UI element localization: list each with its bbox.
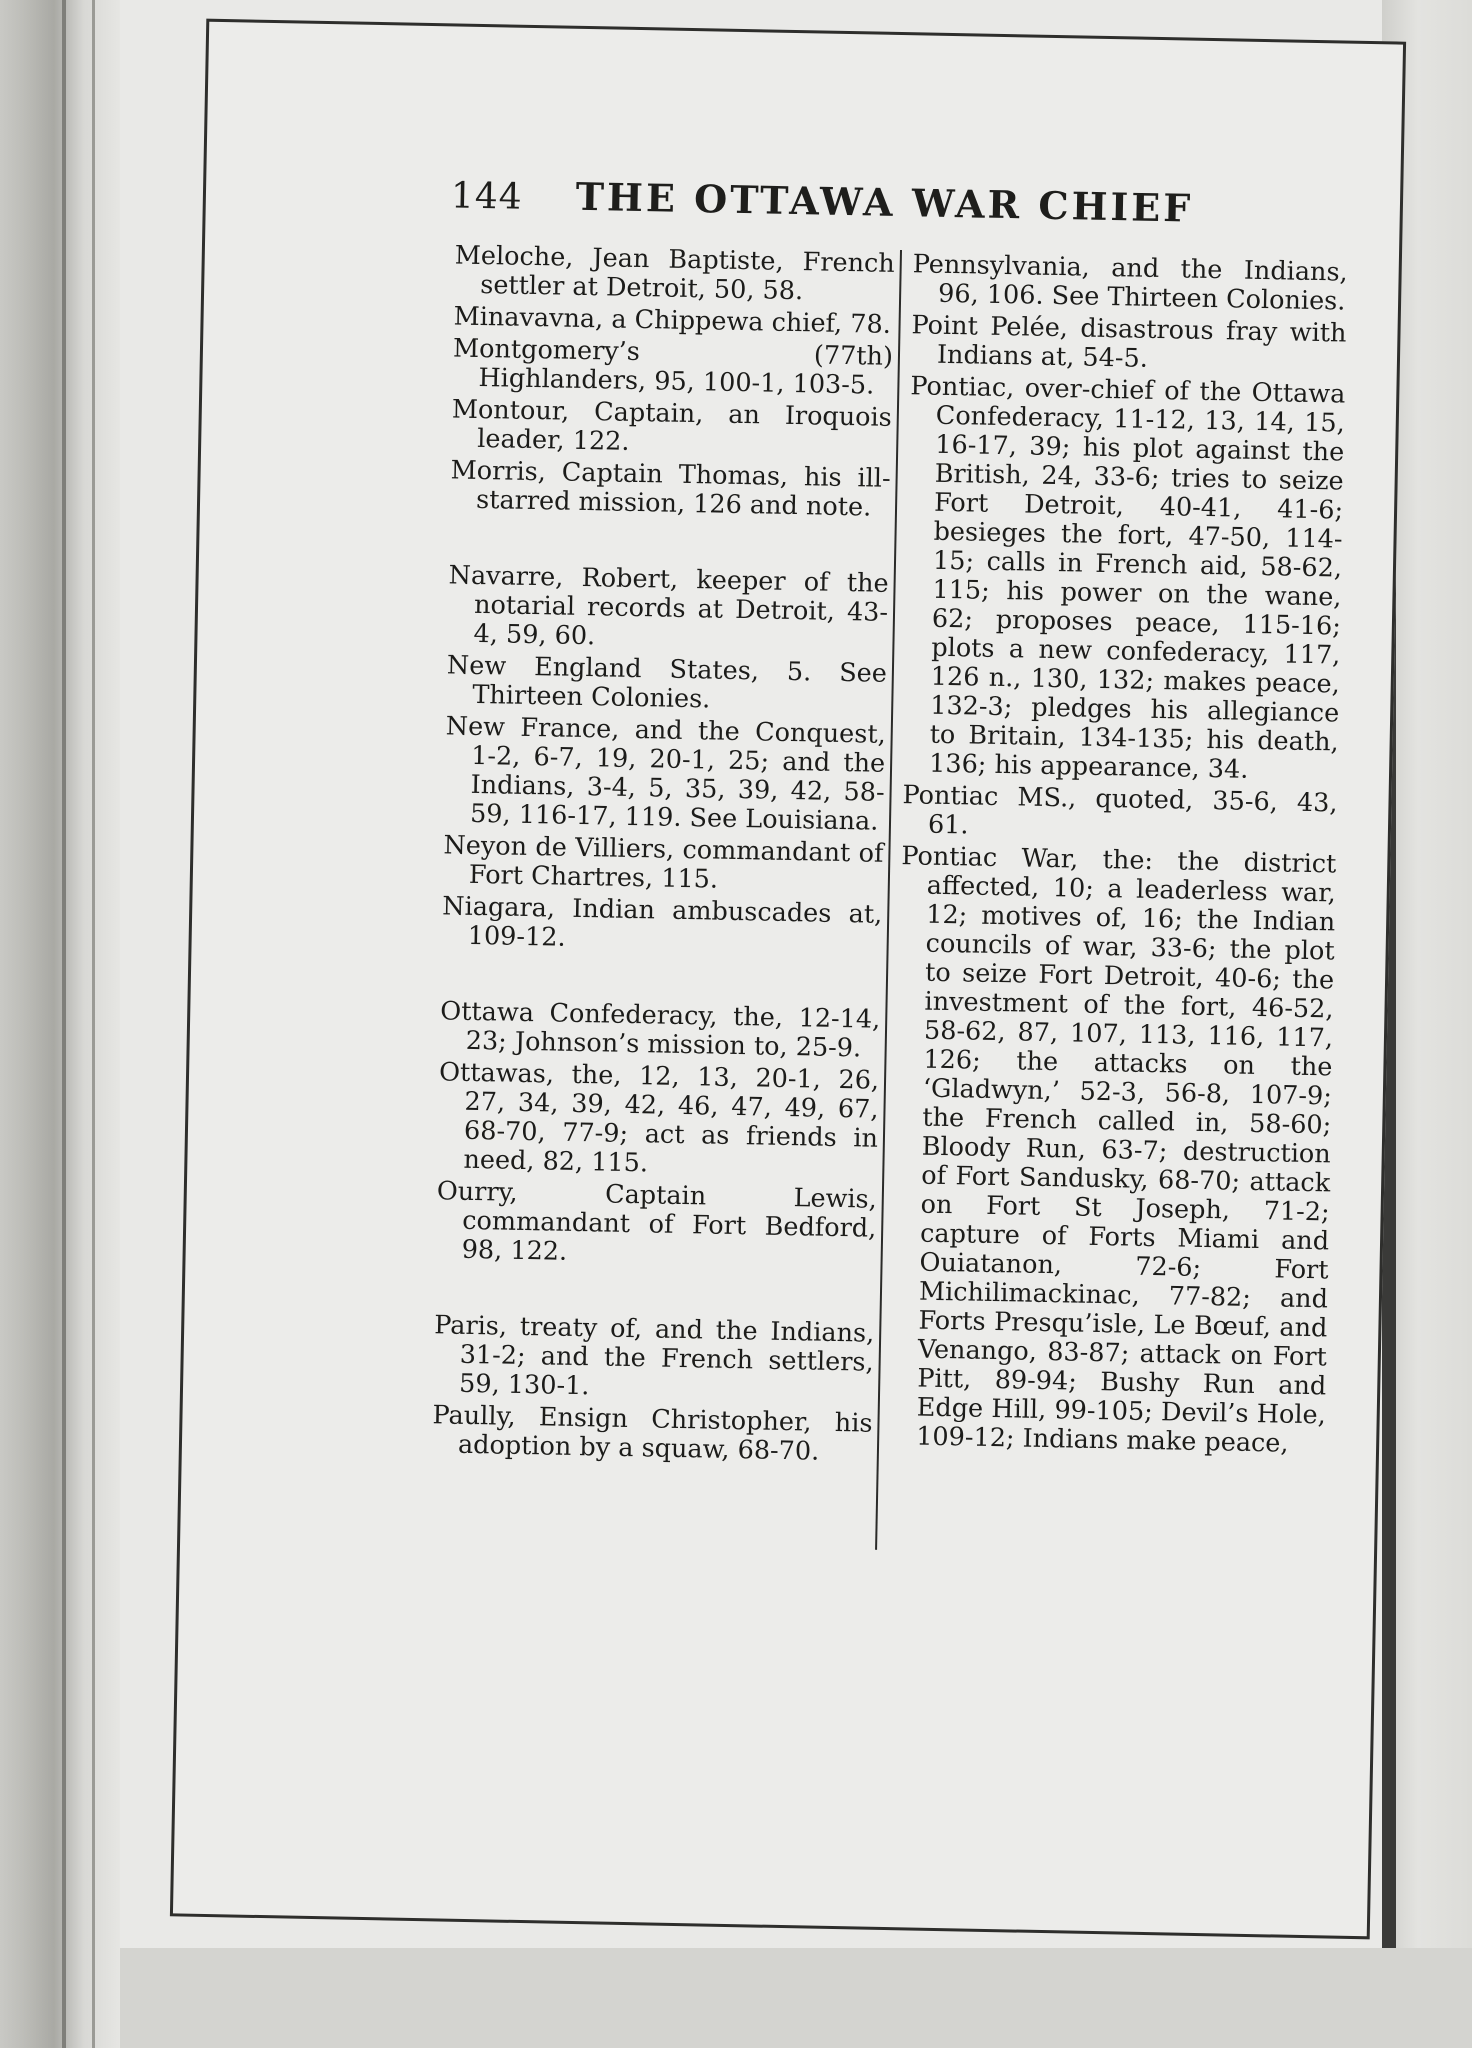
index-entry-morris: Morris, Captain Thomas, his ill-starred mission, 126 and note. <box>450 455 891 523</box>
index-entry-montgomerys-highlanders: Montgomery’s (77th) Highlanders, 95, 100-1, 103-5. <box>452 333 894 401</box>
index-entry-ottawa-confederacy: Ottawa Confederacy, the, 12-14, 23; Johnson’s mission to, 25-9. <box>440 996 881 1064</box>
index-entry-paully: Paully, Ensign Christopher, his adoption by a squaw, 68-70. <box>432 1400 873 1467</box>
scan-bottom-margin <box>120 1948 1472 2048</box>
running-head <box>451 171 1212 231</box>
index-entry-pennsylvania: Pennsylvania, and the Indians, 96, 106. See Thirteen Colonies. <box>912 249 1348 317</box>
index-entry-niagara: Niagara, Indian ambuscades at, 109-12. <box>442 891 883 953</box>
index-entry-ottawas: Ottawas, the, 12, 13, 20-1, 26, 27, 34, 39, 42, 46, 47, 49, 67, 68-70, 77-9; act as friends in need, 82, 115. <box>438 1057 880 1179</box>
index-entry-paris-treaty: Paris, treaty of, and the Indians, 31-2; and the French settlers, 59, 130-1. <box>433 1310 875 1402</box>
index-entry-meloche: Meloche, Jean Baptiste, French settler at Detroit, 50, 58. <box>454 240 896 307</box>
index-entry-minavavna: Minavavna, a Chippewa chief, 78. <box>453 301 892 340</box>
index-column-left <box>432 241 895 1470</box>
index-entry-navarre: Navarre, Robert, keeper of the notarial records at Detroit, 43-4, 59, 60. <box>448 560 889 652</box>
index-entry-pontiac: Pontiac, over-chief of the Ottawa Confederacy, 11-12, 13, 14, 15, 16-17, 39; his plot against the British, 24, 33-6; tries to seize Fort Detroit, 40-41, 41-6; besieges the fort, 47-50, 114-15; calls in French aid, 58-62, 115; his power on the wane, 62; proposes peace, 115-16; plots a new confederacy, 117, 126 n., 130, 132; makes peace, 132-3; pledges his allegiance to Britain, 134-135; his death, 136; his appearance, 34. <box>910 371 1346 785</box>
spine-line <box>62 0 66 2048</box>
index-entry-montour: Montour, Captain, an Iroquois leader, 122. <box>451 394 893 457</box>
index-entry-neyon-de-villiers: Neyon de Villiers, commandant of Fort Chartres, 115. <box>443 830 884 895</box>
index-entry-pontiac-ms: Pontiac MS., quoted, 35-6, 43, 61. <box>902 780 1338 841</box>
index-column-right <box>890 250 1348 1462</box>
index-entry-ourry: Ourry, Captain Lewis, commandant of Fort Bedford, 98, 122. <box>436 1176 878 1267</box>
index-entry-new-england-states: New England States, 5. See Thirteen Colonies. <box>446 650 888 715</box>
spine-line <box>92 0 95 2048</box>
running-title: THE OTTAWA WAR CHIEF <box>575 173 1194 231</box>
index-entry-pontiac-war: Pontiac War, the: the district affected, 10; a leaderless war, 12; motives of, 16; the Indian councils of war, 33-6; the plot to seize Fort Detroit, 40-6; the investment of the fort, 46-52, 58-62, 87, 107, 113, 116, 117, 126; the attacks on the ‘Gladwyn,’ 52-3, 56-8, 107-9; the French called in, 58-60; Bloody Run, 63-7; destruction of Fort Sandusky, 68-70; attack on Fort St Joseph, 71-2; capture of Forts Miami and Ouiatanon, 72-6; Fort Michilimackinac, 77-82; and Forts Presqu’isle, Le Bœuf, and Venango, 83-87; attack on Fort Pitt, 89-94; Bushy Run and Edge Hill, 99-105; Devil’s Hole, 109-12; Indians make peace, <box>901 841 1337 1459</box>
index-entry-point-pelee: Point Pelée, disastrous fray with Indians at, 54-5. <box>911 310 1347 374</box>
page-number: 144 <box>450 175 524 218</box>
index-entry-new-france: New France, and the Conquest, 1-2, 6-7, 19, 20-1, 25; and the Indians, 3-4, 5, 35, 39, 42, 58-59, 116-17, 119. See Louisiana. <box>445 711 886 837</box>
book-page <box>170 19 1406 1940</box>
book-spine-edge <box>0 0 120 2048</box>
